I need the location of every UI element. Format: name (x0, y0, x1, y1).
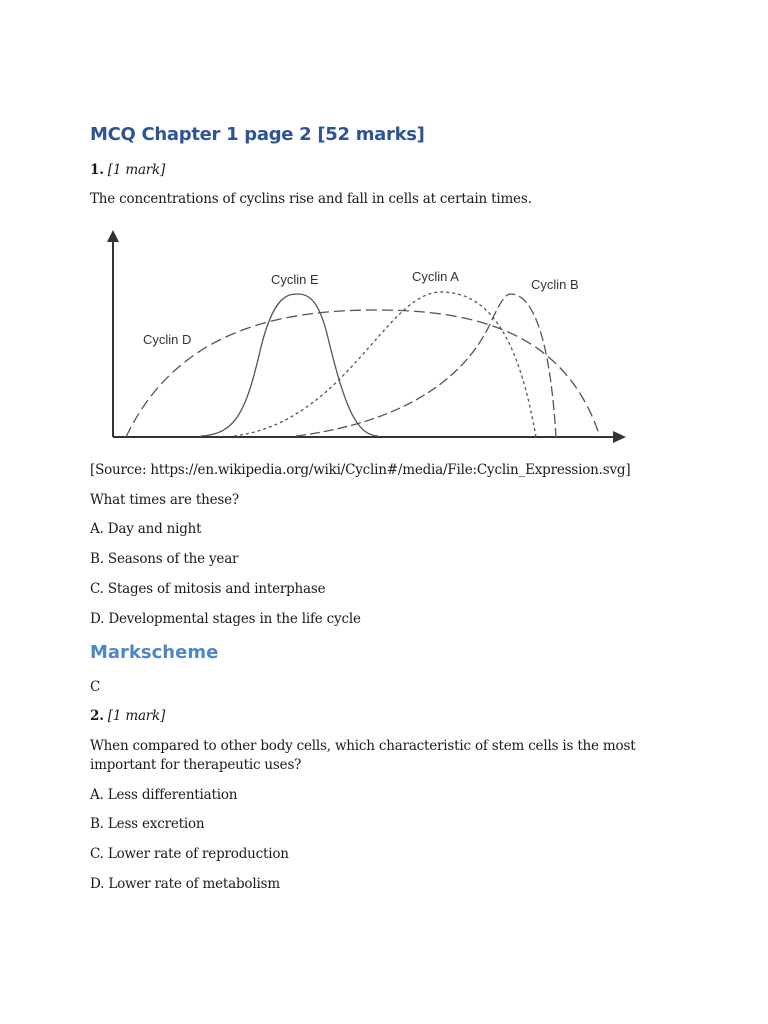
option-1c: C. Stages of mitosis and interphase (90, 581, 326, 597)
question-1-stem: The concentrations of cyclins rise and fall in cells at certain times. (90, 191, 532, 207)
option-2a: A. Less differentiation (90, 787, 238, 803)
question-1-marks: [1 mark] (107, 162, 166, 178)
x-axis-arrow (613, 431, 626, 443)
cyclin-b-label: Cyclin B (531, 277, 579, 292)
option-2d: D. Lower rate of metabolism (90, 876, 280, 892)
question-2-number: 2. (90, 708, 104, 724)
cyclin-a-label: Cyclin A (412, 269, 459, 284)
option-1b: B. Seasons of the year (90, 551, 239, 567)
option-1a: A. Day and night (90, 521, 202, 537)
cyclin-e-curve (201, 294, 378, 436)
question-2-marks: [1 mark] (107, 708, 166, 724)
cyclin-a-curve (234, 292, 536, 437)
option-2c: C. Lower rate of reproduction (90, 846, 289, 862)
cyclin-d-label: Cyclin D (143, 332, 192, 347)
question-1-prompt: What times are these? (90, 492, 239, 508)
y-axis-arrow (107, 230, 119, 242)
question-2-stem: When compared to other body cells, which characteristic of stem cells is the most important for therapeutic uses? (90, 738, 636, 773)
markscheme-heading: Markscheme (90, 642, 219, 663)
cyclin-expression-figure (96, 222, 636, 448)
question-2-header (90, 707, 165, 726)
cyclin-e-label: Cyclin E (271, 272, 319, 287)
figure-source: [Source: https://en.wikipedia.org/wiki/Cyclin#/media/File:Cyclin_Expression.svg] (90, 462, 631, 478)
question-1-header (90, 161, 165, 180)
page-title: MCQ Chapter 1 page 2 [52 marks] (90, 124, 425, 145)
question-1-number: 1. (90, 162, 104, 178)
markscheme-answer: C (90, 679, 101, 695)
option-1d: D. Developmental stages in the life cycle (90, 611, 361, 627)
option-2b: B. Less excretion (90, 816, 205, 832)
cyclin-d-curve (126, 310, 600, 437)
